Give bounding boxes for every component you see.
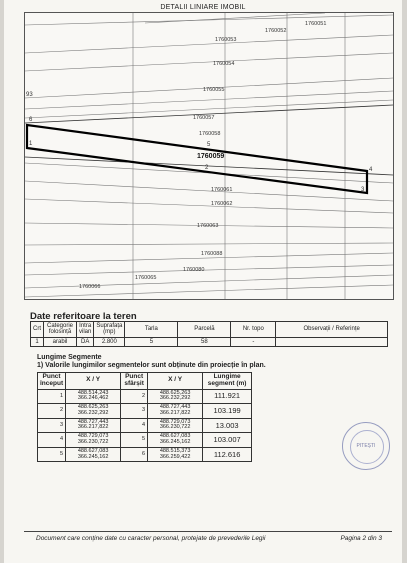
parcel-label: 1760058 [199, 131, 221, 137]
point-start: 3 [38, 418, 66, 433]
coord-end [148, 433, 203, 448]
parcel-label: 1760066 [79, 284, 101, 290]
coord-y: 366.245,162 [159, 438, 191, 445]
coord-x: 488.727,443 [77, 418, 109, 425]
col-header: Suprafața (mp) [94, 322, 125, 338]
coord-x: 488.514,243 [77, 389, 109, 396]
segmente-subtitle: 1) Valorile lungimilor segmentelor sunt obținute din proiecție în plan. [37, 362, 266, 369]
coord-y: 366.217,822 [77, 424, 109, 431]
coord-start [66, 447, 121, 462]
col-header: Parcelă [178, 322, 231, 338]
point-end: 4 [121, 418, 148, 433]
col-header: Punct sfârșit [121, 373, 148, 390]
cell: - [231, 337, 276, 346]
col-header: Crt [31, 322, 44, 338]
parcel-label: 1760061 [211, 187, 233, 193]
teren-header-row [31, 322, 388, 338]
coord-y: 366.245,162 [77, 453, 109, 460]
coord-start [66, 433, 121, 448]
page-footer [24, 531, 392, 542]
coord-start [66, 404, 121, 419]
teren-section-title: Date referitoare la teren [30, 311, 137, 322]
parcel-label: 1760055 [203, 87, 225, 93]
point-end: 6 [121, 447, 148, 462]
page-number: Pagina 2 din 3 [340, 535, 382, 542]
cell: 58 [178, 337, 231, 346]
point-end: 3 [121, 404, 148, 419]
point-label-2: 2 [205, 165, 209, 171]
cell: DA [77, 337, 94, 346]
segment-row [38, 447, 252, 462]
parcel-label: 1760065 [135, 275, 157, 281]
point-label-3: 3 [361, 187, 365, 193]
footer-note: Document care conține date cu caracter personal, protejate de prevederile Legii [36, 535, 266, 542]
coord-x: 488.515,373 [159, 447, 191, 454]
col-header: Tarla [125, 322, 178, 338]
coord-start [66, 418, 121, 433]
segmente-header-row [38, 373, 252, 390]
cell [276, 337, 388, 346]
coord-y: 366.230,722 [77, 438, 109, 445]
point-label-6: 6 [29, 117, 33, 123]
segmente-table [37, 372, 252, 462]
segment-length: 103.007 [203, 433, 252, 448]
point-start: 1 [38, 389, 66, 404]
coord-end [148, 447, 203, 462]
segment-length: 103.199 [203, 404, 252, 419]
cell: 1 [31, 337, 44, 346]
col-header: Lungime segment (m) [203, 373, 252, 390]
coord-y: 366.230,722 [159, 424, 191, 431]
point-start: 5 [38, 447, 66, 462]
cell: arabil [44, 337, 77, 346]
parcel-label: 1760062 [211, 201, 233, 207]
point-start: 4 [38, 433, 66, 448]
col-header: Intra vilan [77, 322, 94, 338]
parcel-map [24, 12, 394, 300]
segment-length: 112.616 [203, 447, 252, 462]
segment-row [38, 433, 252, 448]
segmente-title: Lungime Segmente [37, 354, 102, 361]
segment-length: 13.003 [203, 418, 252, 433]
coord-end [148, 404, 203, 419]
official-stamp [342, 422, 390, 470]
parcel-label: 1760063 [197, 223, 219, 229]
teren-table [30, 321, 388, 347]
col-header: Nr. topo [231, 322, 276, 338]
segmente-body [38, 389, 252, 462]
coord-start [66, 389, 121, 404]
coord-x: 488.729,073 [77, 433, 109, 440]
coord-x: 488.625,263 [159, 389, 191, 396]
col-header: Categorie folosință [44, 322, 77, 338]
point-label-4: 4 [369, 167, 373, 173]
segment-length: 111.921 [203, 389, 252, 404]
coord-x: 488.727,443 [159, 404, 191, 411]
parcel-label: 1760088 [201, 251, 223, 257]
segment-row [38, 418, 252, 433]
segment-row [38, 404, 252, 419]
coord-x: 488.625,263 [77, 404, 109, 411]
map-title: DETALII LINIARE IMOBIL [160, 4, 246, 11]
parcel-label: 1760051 [305, 21, 327, 27]
coord-end [148, 418, 203, 433]
coord-y: 366.232,292 [159, 395, 191, 402]
segment-row [38, 389, 252, 404]
coord-y: 366.232,292 [77, 409, 109, 416]
col-header: Observații / Referințe [276, 322, 388, 338]
edge-label: 93 [26, 92, 33, 98]
coord-x: 488.627,083 [77, 447, 109, 454]
coord-y: 366.217,822 [159, 409, 191, 416]
parcel-label: 1760053 [215, 37, 237, 43]
coord-x: 488.627,083 [159, 433, 191, 440]
cell: 5 [125, 337, 178, 346]
teren-row [31, 337, 388, 346]
col-header: X / Y [148, 373, 203, 390]
parcel-label: 1760080 [183, 267, 205, 273]
point-start: 2 [38, 404, 66, 419]
parcel-label: 1760054 [213, 61, 235, 67]
col-header: Punct început [38, 373, 66, 390]
parcel-label: 1760057 [193, 115, 215, 121]
parcel-label: 1760052 [265, 28, 287, 34]
point-label-5: 5 [207, 142, 211, 148]
coord-y: 366.246,462 [77, 395, 109, 402]
point-end: 2 [121, 389, 148, 404]
coord-y: 366.259,422 [159, 453, 191, 460]
coord-x: 488.729,073 [159, 418, 191, 425]
stamp-text: PITEȘTI [356, 443, 376, 449]
point-end: 5 [121, 433, 148, 448]
point-label-1: 1 [29, 141, 33, 147]
selected-parcel-label: 1760059 [197, 153, 225, 160]
col-header: X / Y [66, 373, 121, 390]
document-page [4, 0, 402, 563]
coord-end [148, 389, 203, 404]
cell: 2.800 [94, 337, 125, 346]
